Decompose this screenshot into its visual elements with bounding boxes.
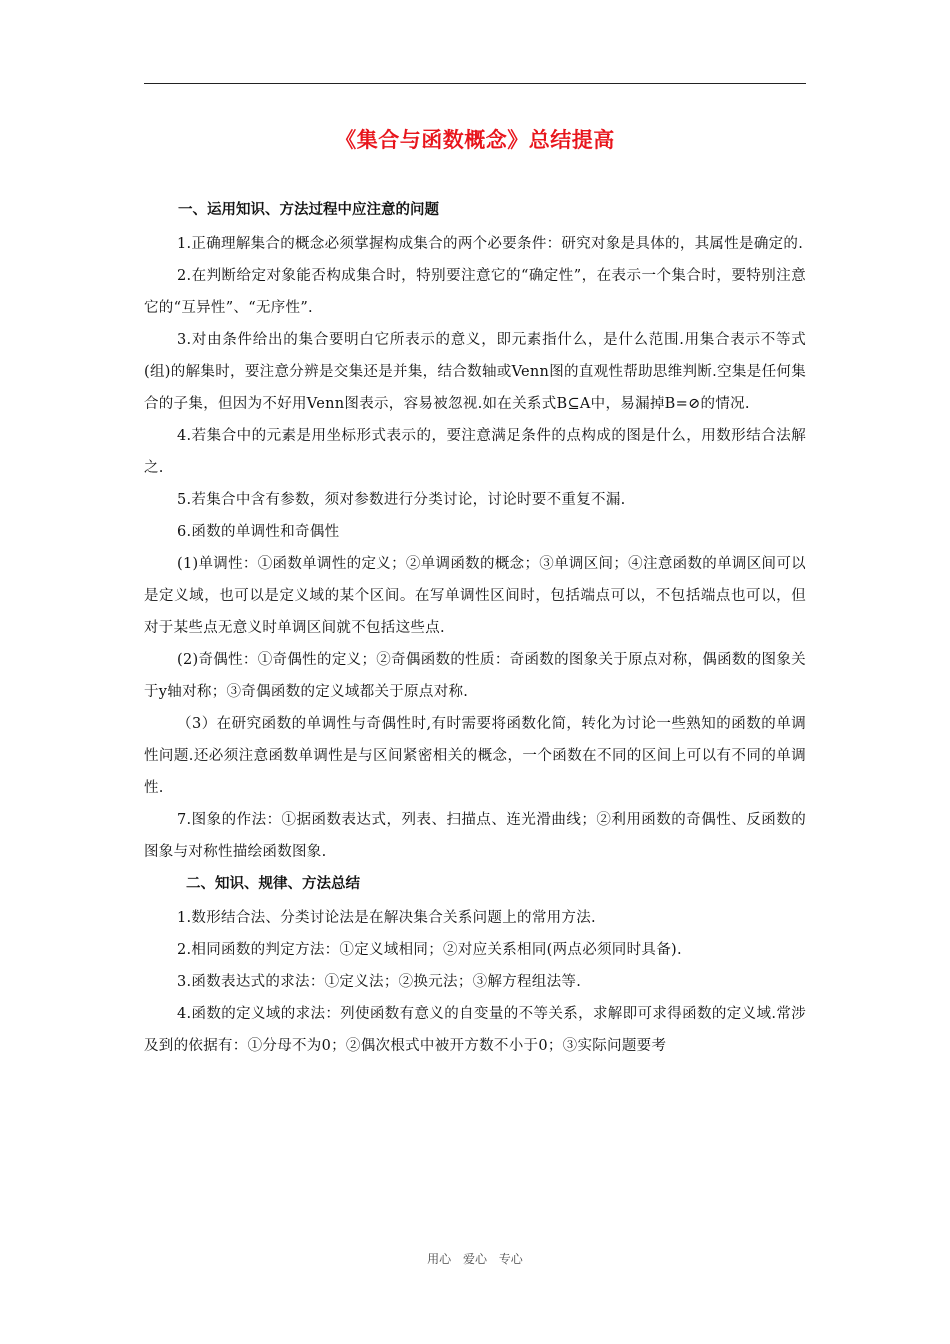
paragraph: 7.图象的作法：①据函数表达式，列表、扫描点、连光滑曲线；②利用函数的奇偶性、反函数的图象与对称性描绘函数图象. bbox=[144, 812, 806, 860]
paragraph: 1.正确理解集合的概念必须掌握构成集合的两个必要条件：研究对象是具体的，其属性是确定的. bbox=[177, 236, 804, 252]
document-body bbox=[144, 200, 806, 1062]
paragraph: 3.函数表达式的求法：①定义法；②换元法；③解方程组法等. bbox=[177, 974, 582, 990]
header-rule bbox=[144, 83, 806, 84]
paragraph: 1.数形结合法、分类讨论法是在解决集合关系问题上的常用方法. bbox=[177, 910, 596, 926]
paragraph: 6.函数的单调性和奇偶性 bbox=[177, 524, 340, 540]
paragraph: （3）在研究函数的单调性与奇偶性时,有时需要将函数化简，转化为讨论一些熟知的函数的单调性问题.还必须注意函数单调性是与区间紧密相关的概念，一个函数在不同的区间上可以有不同的单调性. bbox=[144, 716, 806, 796]
section-1-heading: 一、运用知识、方法过程中应注意的问题 bbox=[178, 202, 439, 218]
page-footer: 用心 爱心 专心 bbox=[427, 1252, 523, 1266]
paragraph: 2.相同函数的判定方法：①定义域相同；②对应关系相同(两点必须同时具备). bbox=[177, 942, 682, 958]
paragraph: 5.若集合中含有参数，须对参数进行分类讨论，讨论时要不重复不漏. bbox=[177, 492, 626, 508]
paragraph: (2)奇偶性：①奇偶性的定义；②奇偶函数的性质：奇函数的图象关于原点对称，偶函数的图象关于y轴对称；③奇偶函数的定义域都关于原点对称. bbox=[144, 652, 806, 700]
section-2-heading: 二、知识、规律、方法总结 bbox=[186, 876, 360, 892]
document-title: 《集合与函数概念》总结提高 bbox=[335, 128, 615, 152]
paragraph: 4.函数的定义域的求法：列使函数有意义的自变量的不等关系，求解即可求得函数的定义域.常涉及到的依据有：①分母不为0；②偶次根式中被开方数不小于0；③实际问题要考 bbox=[144, 1006, 806, 1054]
paragraph: (1)单调性：①函数单调性的定义；②单调函数的概念；③单调区间；④注意函数的单调区间可以是定义域，也可以是定义域的某个区间。在写单调性区间时，包括端点可以，不包括端点也可以，但对于某些点无意义时单调区间就不包括这些点. bbox=[144, 556, 806, 636]
paragraph: 4.若集合中的元素是用坐标形式表示的，要注意满足条件的点构成的图是什么，用数形结合法解之. bbox=[144, 428, 806, 476]
paragraph: 2.在判断给定对象能否构成集合时，特别要注意它的“确定性”，在表示一个集合时，要特别注意它的“互异性”、“无序性”. bbox=[144, 268, 806, 316]
paragraph: 3.对由条件给出的集合要明白它所表示的意义，即元素指什么，是什么范围.用集合表示不等式(组)的解集时，要注意分辨是交集还是并集，结合数轴或Venn图的直观性帮助思维判断.空集是任何集合的子集，但因为不好用Venn图表示，容易被忽视.如在关系式B⊆A中，易漏掉B=⊘的情况. bbox=[144, 332, 806, 412]
